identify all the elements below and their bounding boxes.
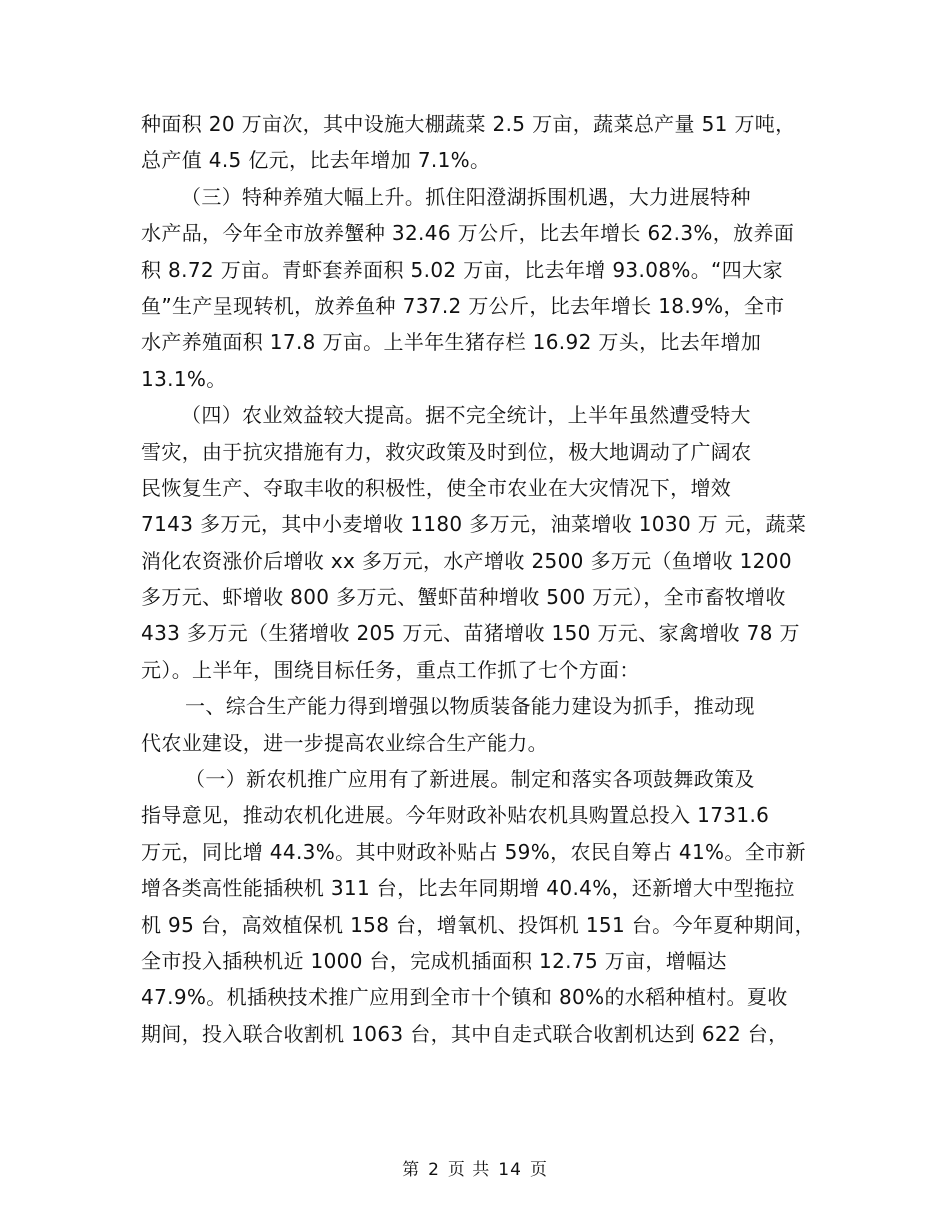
text-line: 万元，同比增 44.3%。其中财政补贴占 59%，农民自筹占 41%。全市新 — [141, 839, 806, 864]
text-line: 元）。上半年，围绕目标任务，重点工作抓了七个方面： — [141, 657, 640, 682]
text-line: （一）新农机推广应用有了新进展。制定和落实各项鼓舞政策及 — [185, 767, 755, 792]
text-line: （四）农业效益较大提高。据不完全统计，上半年虽然遭受特大 — [181, 403, 751, 428]
text-line: 7143 多万元，其中小麦增收 1180 多万元，油菜增收 1030 万 元，蔬菜 — [141, 512, 807, 537]
footer-middle: 页 共 — [447, 1160, 491, 1180]
text-line: 种面积 20 万亩次，其中设施大棚蔬菜 2.5 万亩，蔬菜总产量 51 万吨， — [141, 112, 796, 136]
page-footer — [0, 1155, 950, 1180]
text-line: 水产养殖面积 17.8 万亩。上半年生猪存栏 16.92 万头，比去年增加 — [141, 330, 762, 355]
footer-prefix: 第 — [402, 1160, 421, 1180]
text-line: 一、综合生产能力得到增强以物质装备能力建设为抓手，推动现 — [185, 694, 755, 719]
text-line: 总产值 4.5 亿元，比去年增加 7.1%。 — [141, 148, 491, 173]
text-line: 雪灾，由于抗灾措施有力，救灾政策及时到位，极大地调动了广阔农 — [141, 439, 752, 464]
text-line: 机 95 台，高效植保机 158 台，增氧机、投饵机 151 台。今年夏种期间， — [141, 912, 815, 937]
text-line: 期间，投入联合收割机 1063 台，其中自走式联合收割机达到 622 台， — [141, 1021, 789, 1046]
text-line: 多万元、虾增收 800 多万元、蟹虾苗种增收 500 万元），全市畜牧增收 — [141, 585, 786, 610]
text-line: 指导意见，推动农机化进展。今年财政补贴农机具购置总投入 1731.6 — [141, 803, 770, 828]
text-line: 积 8.72 万亩。青虾套养面积 5.02 万亩，比去年增 93.08%。“四大家 — [141, 257, 783, 282]
text-line: 水产品，今年全市放养蟹种 32.46 万公斤，比去年增长 62.3%，放养面 — [141, 221, 795, 246]
text-line: 433 多万元（生猪增收 205 万元、苗猪增收 150 万元、家禽增收 78 万 — [141, 621, 800, 646]
text-line: 鱼”生产呈现转机，放养鱼种 737.2 万公斤，比去年增长 18.9%，全市 — [141, 293, 785, 318]
text-line: 消化农资涨价后增收 xx 多万元，水产增收 2500 多万元（鱼增收 1200 — [141, 548, 792, 573]
document-body — [141, 106, 815, 1052]
footer-total-pages: 14 — [498, 1160, 522, 1180]
text-line: 增各类高性能插秧机 311 台，比去年同期增 40.4%，还新增大中型拖拉 — [141, 876, 795, 901]
text-line: 代农业建设，进一步提高农业综合生产能力。 — [141, 730, 548, 755]
text-line: 47.9%。机插秧技术推广应用到全市十个镇和 80%的水稻种植村。夏收 — [141, 985, 788, 1010]
text-line: 13.1%。 — [141, 366, 227, 391]
text-line: 民恢复生产、夺取丰收的积极性，使全市农业在大灾情况下，增效 — [141, 475, 732, 500]
text-line: （三）特种养殖大幅上升。抓住阳澄湖拆围机遇，大力进展特种 — [181, 184, 751, 209]
footer-suffix: 页 — [529, 1160, 548, 1180]
text-line: 全市投入插秧机近 1000 台，完成机插面积 12.75 万亩，增幅达 — [141, 948, 727, 973]
footer-page-number: 2 — [428, 1160, 440, 1180]
